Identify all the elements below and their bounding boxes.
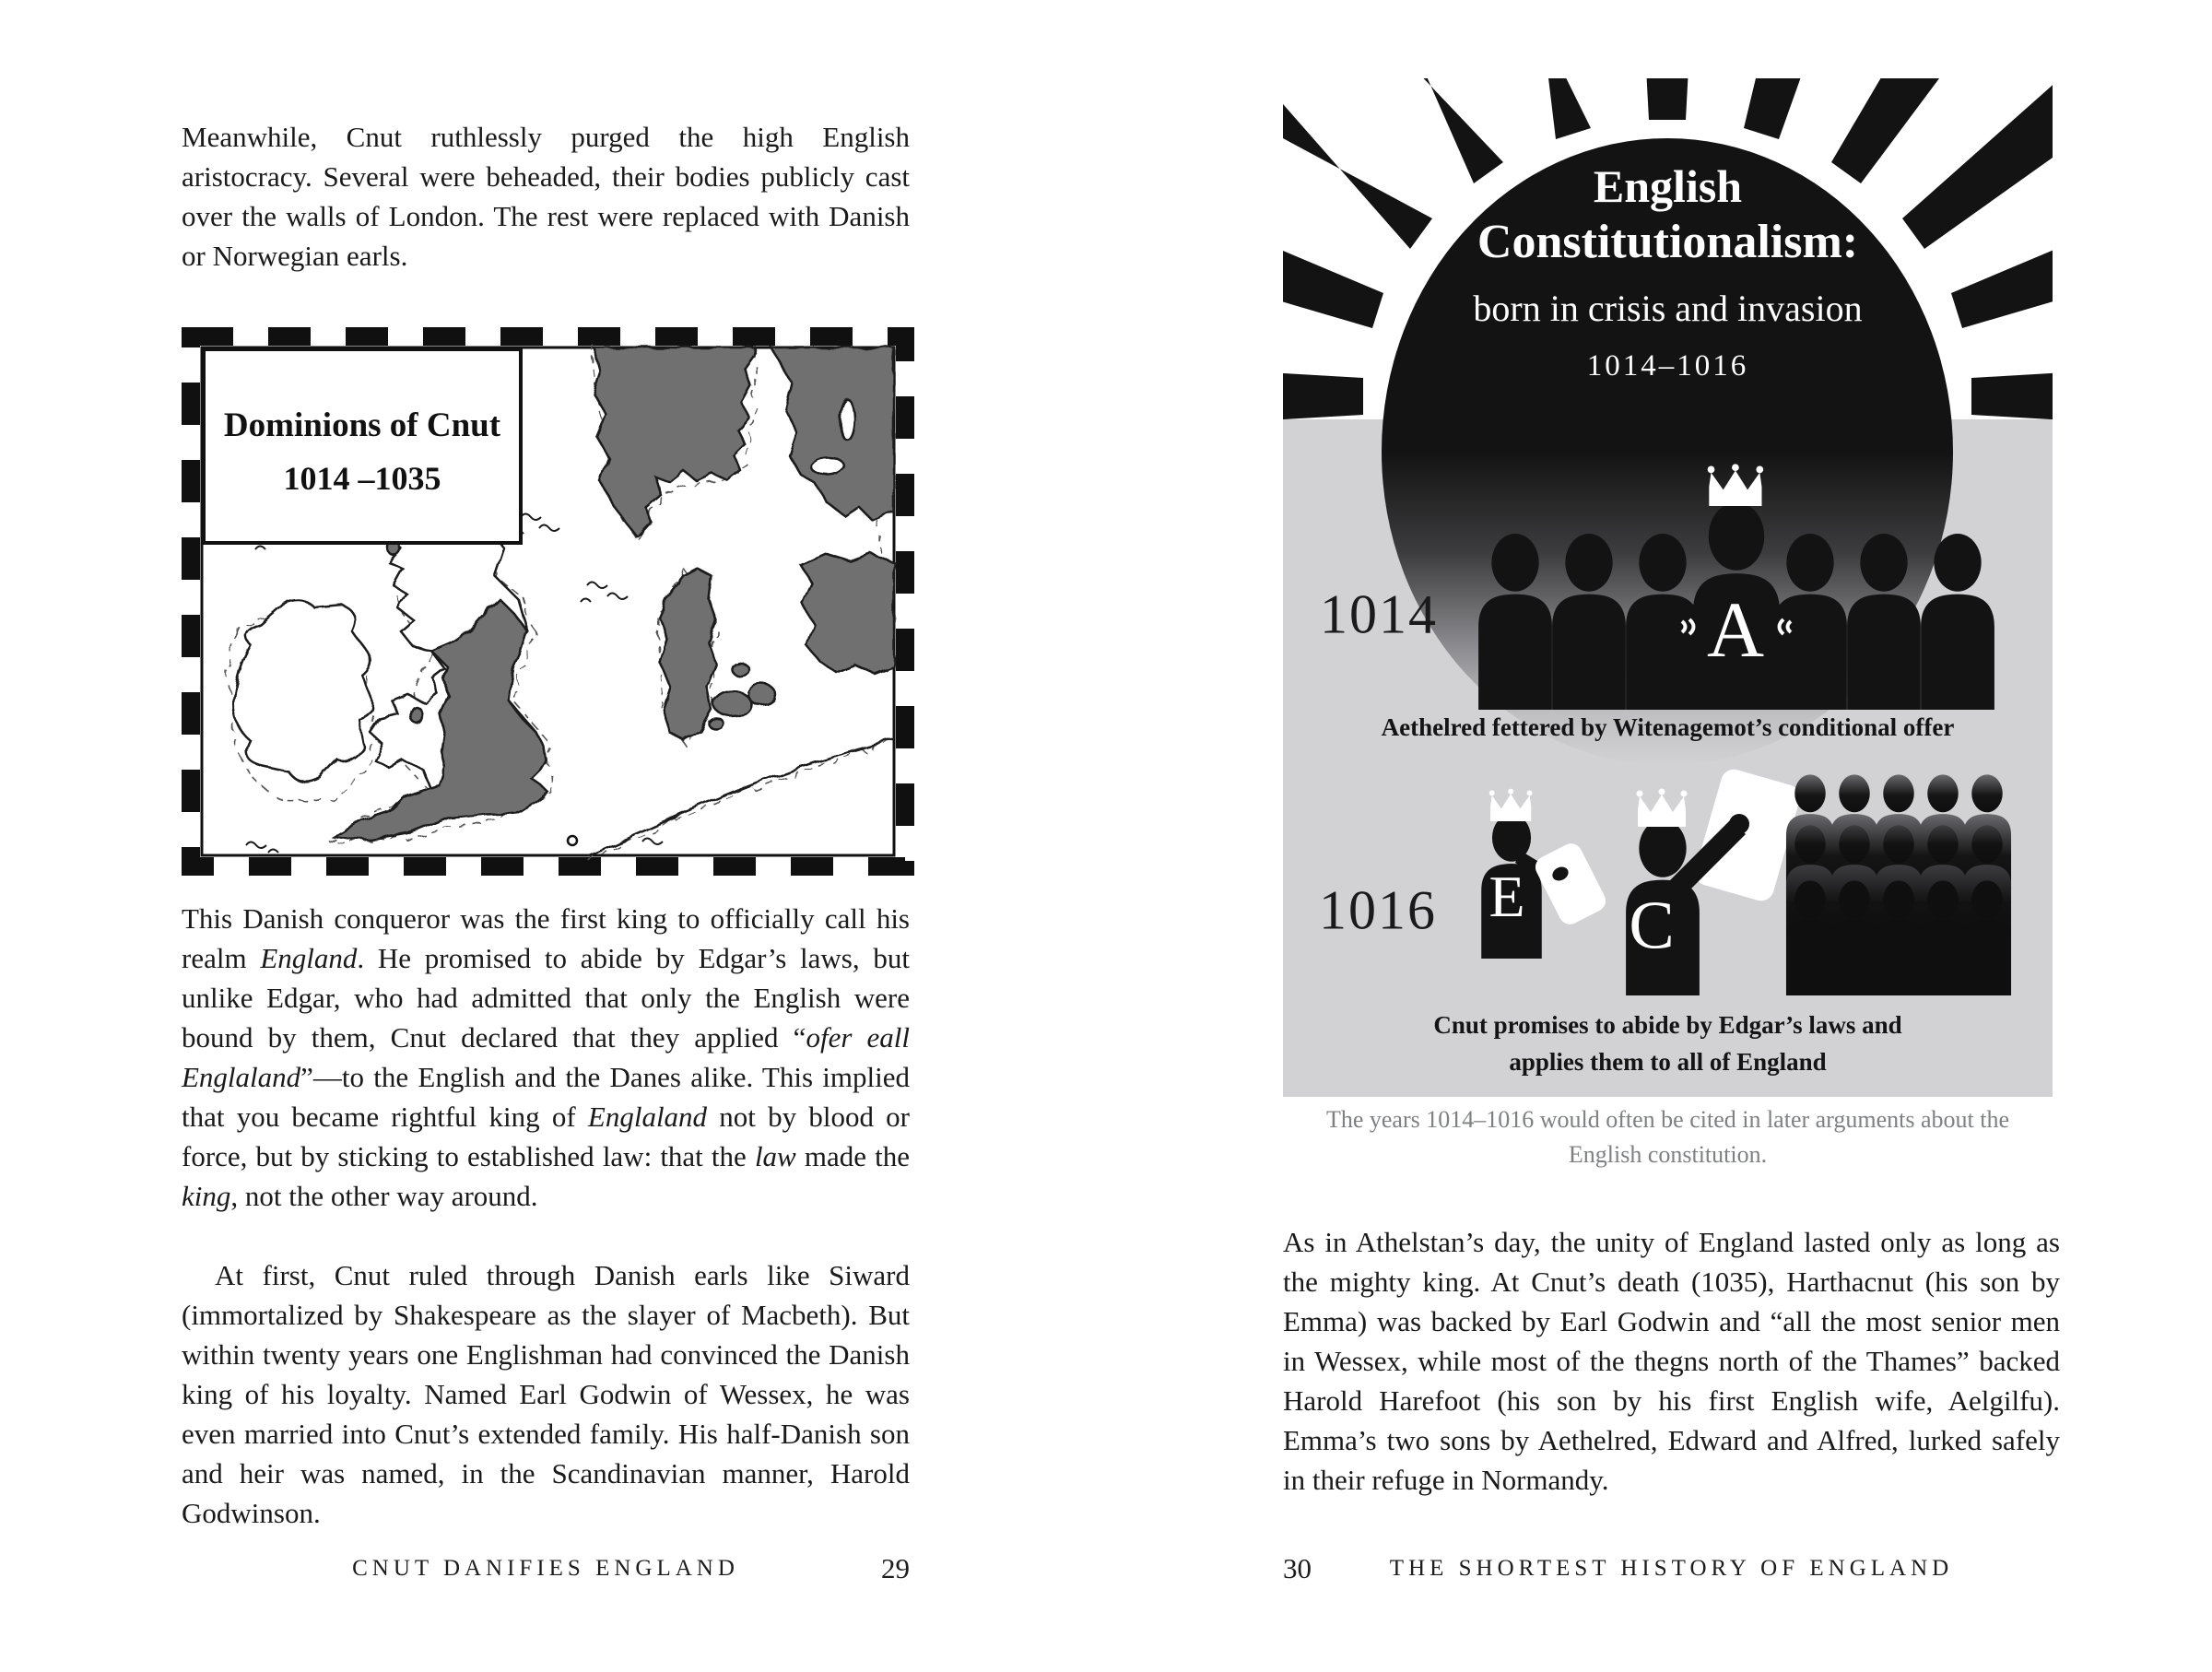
map-title-box	[204, 349, 521, 543]
constitutionalism-infographic	[1283, 78, 2053, 1097]
map-title-line2: 1014 –1035	[283, 460, 441, 497]
infographic-subtitle: born in crisis and invasion	[1473, 288, 1863, 329]
infographic-title-line1: English	[1593, 160, 1743, 212]
scania-shaded-region	[801, 554, 894, 674]
year-1014-label: 1014	[1320, 583, 1438, 645]
paragraph-cnut-purge: Meanwhile, Cnut ruthlessly purged the high English aristocracy. Several were beheaded, their bodies publicly cast over the walls of London. The rest were replaced with Danish or Norwegian earls.	[182, 121, 910, 272]
coast-marker-dot	[568, 836, 577, 845]
map-dominions-of-cnut	[182, 327, 914, 876]
paragraph-danish-conqueror: This Danish conqueror was the first king to officially call his realm England. He promised to abide by Edgar’s laws, but unlike Edgar, who had admitted that only the English were bound by them, Cnut declared that they applied “ofer eall Englaland”—to the English and the Danes alike. This implied that you became rightful king of Englaland not by blood or force, but by sticking to established law: that the law made the king, not the other way around.	[182, 902, 911, 1212]
right-running-head: THE SHORTEST HISTORY OF ENGLAND	[1389, 1556, 1954, 1581]
ireland-landmass	[234, 600, 372, 782]
paragraph-earl-godwin: At first, Cnut ruled through Danish earls like Siward (immortalized by Shakespeare as the slayer of Macbeth). But within twenty years one Englishman had convinced the Danish king of his loyalty. Named Earl Godwin of Wessex, he was even married into Cnut’s extended family. His half-Danish son and heir was named, in the Scandinavian manner, Harold Godwinson.	[182, 1259, 910, 1529]
caption-1014: Aethelred fettered by Witenagemot’s conditional offer	[1381, 713, 1955, 741]
swedish-lake-2	[840, 399, 854, 440]
map-svg	[182, 327, 914, 876]
paragraph-harthacnut: As in Athelstan’s day, the unity of England lasted only as long as the mighty king. At Cnut’s death (1035), Harthacnut (his son by Emma) was backed by Earl Godwin and “all the most senior men in Wessex, while most of the thegns north of the Thames” backed Harold Harefoot (his son by his first English wife, Aelgilfu). Emma’s two sons by Aethelred, Edward and Alfred, lurked safely in their refuge in Normandy.	[1283, 1226, 2060, 1496]
edgar-letter: E	[1488, 864, 1525, 929]
map-title-line1: Dominions of Cnut	[223, 406, 501, 444]
figure-caption-line1: The years 1014–1016 would often be cited in later arguments about the	[1325, 1106, 2010, 1133]
left-footer	[182, 1552, 910, 1593]
caption-1016-line2: applies them to all of England	[1509, 1048, 1827, 1076]
right-page-number: 30	[1283, 1552, 1312, 1584]
swedish-lake	[810, 456, 843, 475]
left-running-head: CNUT DANIFIES ENGLAND	[352, 1556, 739, 1581]
right-footer	[1283, 1552, 2060, 1593]
aethelred-letter: A	[1706, 585, 1765, 674]
cnut-hand	[1729, 814, 1749, 834]
cnut-letter: C	[1629, 888, 1675, 964]
year-1016-label: 1016	[1319, 879, 1437, 941]
figure-caption-line2: English constitution.	[1568, 1141, 1768, 1168]
crowd-figures	[1786, 774, 2011, 995]
infographic-years: 1014–1016	[1586, 349, 1749, 383]
left-page-number: 29	[881, 1552, 910, 1584]
infographic-title-line2: Constitutionalism:	[1477, 216, 1859, 268]
figure-caption	[1283, 1102, 2053, 1172]
caption-1016-line1: Cnut promises to abide by Edgar’s laws and	[1433, 1011, 1902, 1039]
